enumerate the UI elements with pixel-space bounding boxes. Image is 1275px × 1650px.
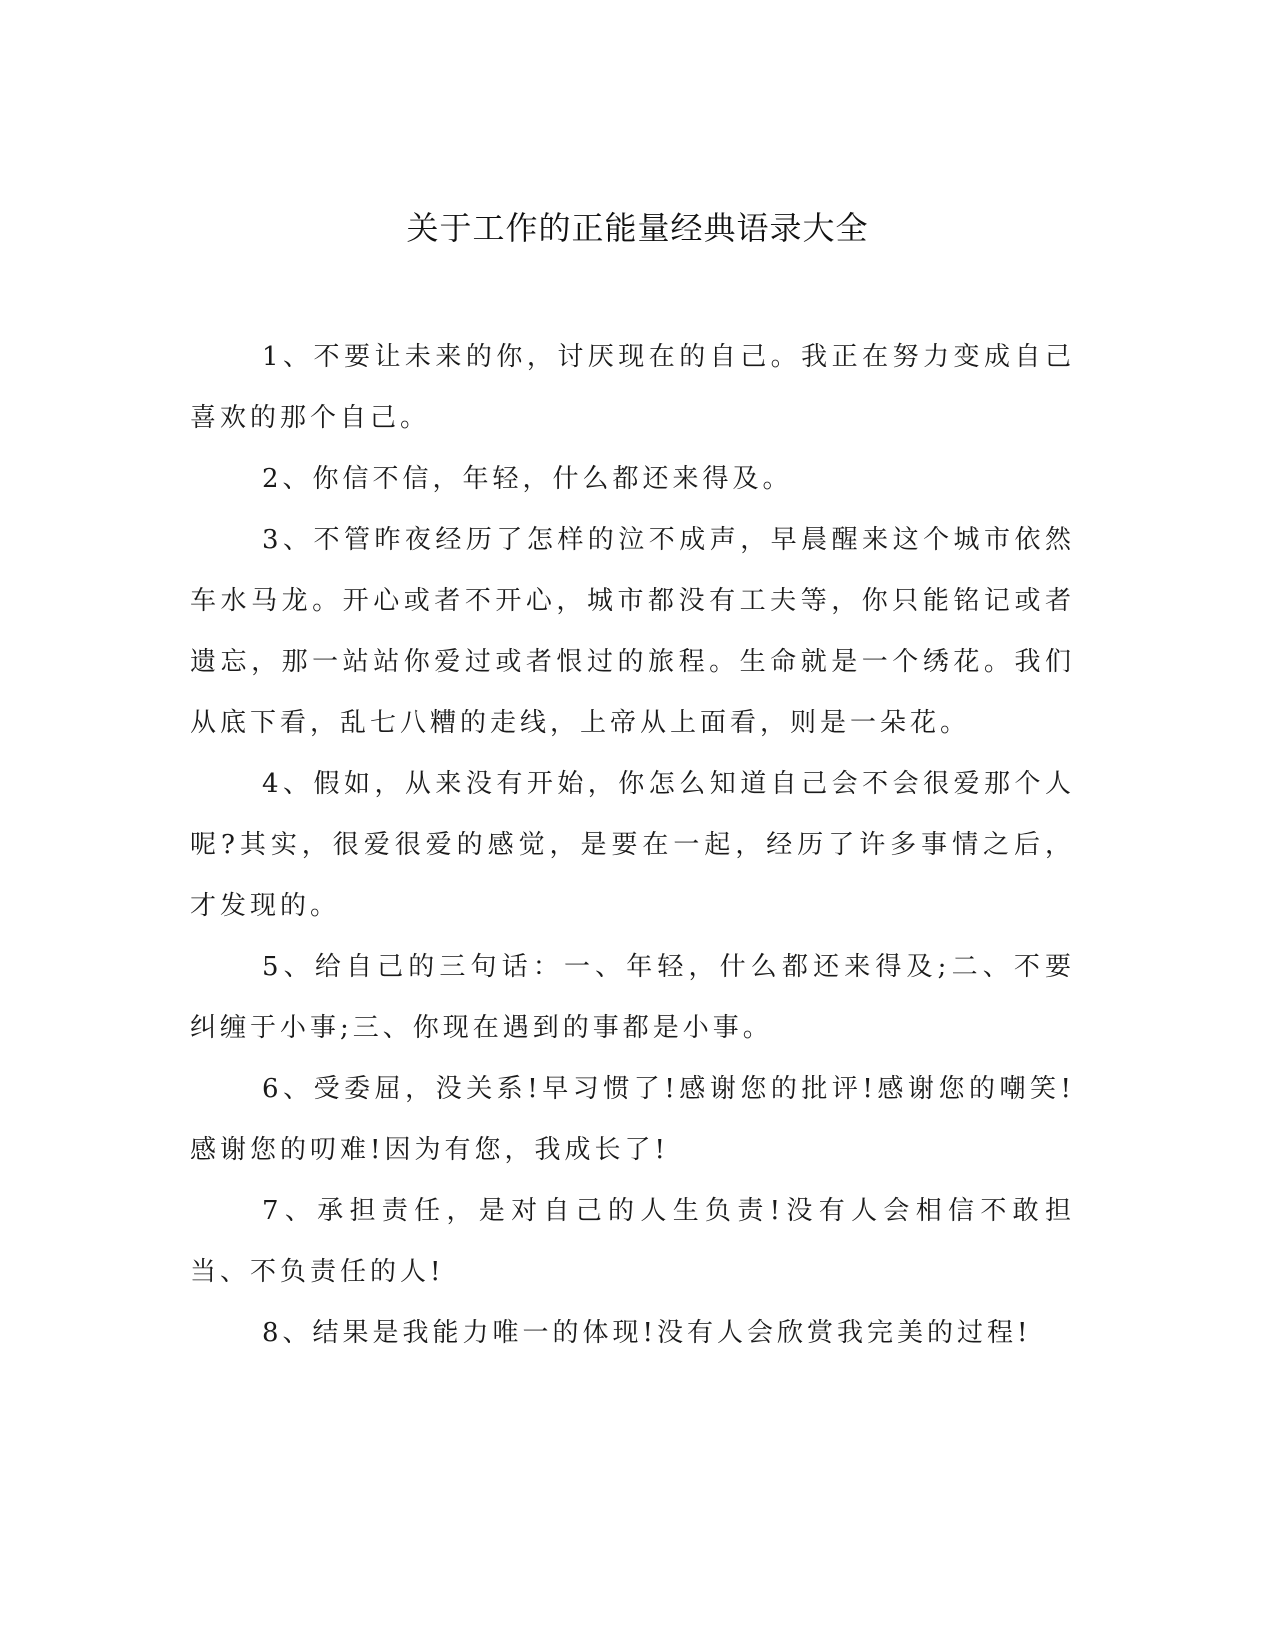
document-title: 关于工作的正能量经典语录大全 xyxy=(406,209,869,247)
quote-paragraph-4: 4、假如，从来没有开始，你怎么知道自己会不会很爱那个人呢?其实，很爱很爱的感觉，是要在一起，经历了许多事情之后，才发现的。 xyxy=(190,769,1075,921)
quote-paragraph-5: 5、给自己的三句话：一、年轻，什么都还来得及;二、不要纠缠于小事;三、你现在遇到的事都是小事。 xyxy=(190,952,1075,1043)
quote-paragraph-6: 6、受委屈，没关系!早习惯了!感谢您的批评!感谢您的嘲笑!感谢您的叨难!因为有您，我成长了! xyxy=(190,1074,1075,1165)
quote-paragraph-3: 3、不管昨夜经历了怎样的泣不成声，早晨醒来这个城市依然车水马龙。开心或者不开心，城市都没有工夫等，你只能铭记或者遗忘，那一站站你爱过或者恨过的旅程。生命就是一个绣花。我们从底下看，乱七八糟的走线，上帝从上面看，则是一朵花。 xyxy=(190,525,1075,738)
quote-paragraph-7: 7、承担责任，是对自己的人生负责!没有人会相信不敢担当、不负责任的人! xyxy=(190,1196,1075,1287)
document-body xyxy=(190,327,1075,1364)
quote-paragraph-2: 2、你信不信，年轻，什么都还来得及。 xyxy=(262,464,793,494)
quote-paragraph-1: 1、不要让未来的你，讨厌现在的自己。我正在努力变成自己喜欢的那个自己。 xyxy=(190,342,1075,433)
quote-paragraph-8: 8、结果是我能力唯一的体现!没有人会欣赏我完美的过程! xyxy=(262,1318,1032,1348)
